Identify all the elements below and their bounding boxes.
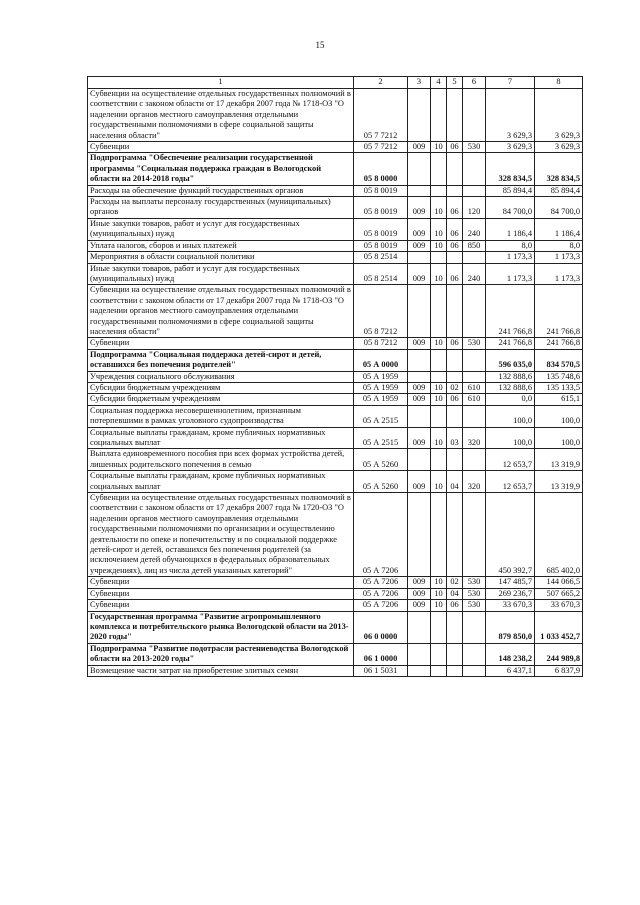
row-amount-2: 1 173,3 [535,263,583,285]
row-amount-1: 12 653,7 [486,449,535,471]
row-name: Субсидии бюджетным учреждениям [88,394,354,405]
row-expense-type [463,371,486,382]
row-name: Учреждения социального обслуживания [88,371,354,382]
row-section: 10 [431,240,447,251]
row-amount-2: 6 837,9 [535,665,583,676]
row-name: Иные закупки товаров, работ и услуг для государственных (муниципальных) нужд [88,218,354,240]
row-name: Субвенции на осуществление отдельных государственных полномочий в соответствии с законом области от 17 декабря 2007 года № 1718-ОЗ "О наделении органов местного самоуправления отдельными государственными полномочиями в сфере социальной защиты населения области" [88,285,354,338]
row-name: Социальная поддержка несовершеннолетним, признанным потерпевшими в рамках уголовного судопроизводства [88,405,354,427]
row-amount-2: 8,0 [535,240,583,251]
row-amount-1: 12 653,7 [486,471,535,493]
row-amount-1: 1 173,3 [486,252,535,263]
row-expense-type [463,643,486,665]
row-grbs: 009 [408,197,431,219]
row-amount-1: 132 888,6 [486,382,535,393]
row-section [431,643,447,665]
row-grbs: 009 [408,142,431,153]
row-amount-1: 3 629,3 [486,89,535,142]
row-amount-1: 132 888,6 [486,371,535,382]
row-section [431,349,447,371]
row-amount-2: 615,1 [535,394,583,405]
row-amount-1: 450 392,7 [486,493,535,577]
row-subsection [447,252,463,263]
row-subsection [447,285,463,338]
row-subsection [447,643,463,665]
row-subsection: 06 [447,263,463,285]
row-subsection: 04 [447,471,463,493]
row-amount-1: 1 173,3 [486,263,535,285]
row-grbs [408,611,431,643]
row-expense-type [463,493,486,577]
row-grbs: 009 [408,577,431,588]
row-code: 05 А 1959 [354,382,408,393]
table-row [88,405,583,427]
row-name: Уплата налогов, сборов и иных платежей [88,240,354,251]
row-grbs: 009 [408,394,431,405]
row-amount-2: 834 570,5 [535,349,583,371]
row-grbs: 009 [408,382,431,393]
row-subsection: 06 [447,394,463,405]
row-code: 05 А 7206 [354,577,408,588]
row-expense-type [463,665,486,676]
row-expense-type [463,449,486,471]
row-grbs: 009 [408,588,431,599]
table-row [88,263,583,285]
row-expense-type: 530 [463,142,486,153]
row-code: 05 А 2515 [354,427,408,449]
table-row [88,197,583,219]
row-subsection: 06 [447,240,463,251]
row-code: 05 А 0000 [354,349,408,371]
row-section: 10 [431,577,447,588]
row-section [431,285,447,338]
row-code: 05 А 5260 [354,449,408,471]
row-expense-type: 240 [463,218,486,240]
header-cell: 7 [486,77,535,89]
row-grbs: 009 [408,338,431,349]
row-subsection [447,89,463,142]
row-amount-2: 241 766,8 [535,285,583,338]
row-amount-2: 33 670,3 [535,600,583,611]
row-grbs: 009 [408,263,431,285]
row-subsection [447,185,463,196]
row-expense-type: 240 [463,263,486,285]
row-code: 05 А 1959 [354,371,408,382]
row-name: Социальные выплаты гражданам, кроме публичных нормативных социальных выплат [88,427,354,449]
row-amount-2: 507 665,2 [535,588,583,599]
row-expense-type: 120 [463,197,486,219]
row-code: 05 8 7212 [354,285,408,338]
table-row [88,240,583,251]
row-section [431,89,447,142]
table-row [88,427,583,449]
table-row [88,185,583,196]
row-amount-1: 85 894,4 [486,185,535,196]
row-amount-1: 596 035,0 [486,349,535,371]
row-expense-type: 320 [463,471,486,493]
row-code: 05 А 7206 [354,600,408,611]
row-section: 10 [431,394,447,405]
table-row [88,349,583,371]
row-grbs: 009 [408,218,431,240]
row-amount-1: 33 670,3 [486,600,535,611]
row-grbs [408,285,431,338]
row-expense-type: 530 [463,338,486,349]
row-section [431,449,447,471]
row-subsection [447,371,463,382]
table-row [88,449,583,471]
row-name: Возмещение части затрат на приобретение элитных семян [88,665,354,676]
table-row [88,153,583,185]
row-code: 05 8 2514 [354,263,408,285]
row-amount-1: 100,0 [486,405,535,427]
row-amount-2: 135 748,6 [535,371,583,382]
row-code: 05 8 7212 [354,338,408,349]
row-name: Подпрограмма "Развитие подотрасли растениеводства Вологодской области на 2013-2020 годы" [88,643,354,665]
row-code: 05 8 2514 [354,252,408,263]
row-subsection: 06 [447,600,463,611]
row-amount-2: 13 319,9 [535,471,583,493]
row-grbs [408,252,431,263]
row-amount-1: 1 186,4 [486,218,535,240]
row-code: 05 8 0019 [354,240,408,251]
row-section: 10 [431,338,447,349]
row-amount-2: 144 066,5 [535,577,583,588]
row-name: Субвенции на осуществление отдельных государственных полномочий в соответствии с законом области от 17 декабря 2007 года № 1718-ОЗ "О наделении органов местного самоуправления отдельными государственными полномочиями в сфере социальной защиты населения области" [88,89,354,142]
row-grbs [408,493,431,577]
table-row [88,643,583,665]
row-section: 10 [431,197,447,219]
row-expense-type [463,349,486,371]
row-grbs [408,405,431,427]
row-code: 05 7 7212 [354,89,408,142]
row-expense-type: 530 [463,588,486,599]
row-amount-1: 100,0 [486,427,535,449]
row-grbs [408,185,431,196]
table-row [88,600,583,611]
row-expense-type [463,285,486,338]
row-grbs: 009 [408,600,431,611]
row-amount-1: 269 236,7 [486,588,535,599]
row-expense-type [463,252,486,263]
table-row [88,394,583,405]
header-cell: 1 [88,77,354,89]
row-amount-2: 13 319,9 [535,449,583,471]
row-code: 05 8 0000 [354,153,408,185]
row-section [431,665,447,676]
table-row [88,218,583,240]
row-code: 05 А 7206 [354,588,408,599]
table-row [88,285,583,338]
row-section [431,153,447,185]
header-cell: 5 [447,77,463,89]
row-subsection [447,405,463,427]
row-subsection [447,153,463,185]
row-grbs [408,153,431,185]
row-name: Субвенции [88,338,354,349]
row-expense-type [463,185,486,196]
table-row [88,338,583,349]
row-expense-type [463,89,486,142]
row-subsection: 06 [447,338,463,349]
header-cell: 2 [354,77,408,89]
row-subsection: 02 [447,577,463,588]
row-section [431,252,447,263]
row-expense-type: 610 [463,382,486,393]
row-name: Подпрограмма "Социальная поддержка детей-сирот и детей, оставшихся без попечения родителей" [88,349,354,371]
row-amount-1: 0,0 [486,394,535,405]
row-amount-1: 8,0 [486,240,535,251]
row-subsection: 03 [447,427,463,449]
header-cell: 8 [535,77,583,89]
row-expense-type: 530 [463,600,486,611]
row-expense-type: 610 [463,394,486,405]
row-name: Социальные выплаты гражданам, кроме публичных нормативных социальных выплат [88,471,354,493]
row-subsection [447,493,463,577]
row-name: Государственная программа "Развитие агропромышленного комплекса и потребительского рынка Вологодской области на 2013-2020 годы" [88,611,354,643]
row-amount-1: 147 485,7 [486,577,535,588]
row-amount-2: 685 402,0 [535,493,583,577]
row-expense-type: 320 [463,427,486,449]
row-amount-2: 1 186,4 [535,218,583,240]
row-section [431,185,447,196]
row-code: 06 1 0000 [354,643,408,665]
row-code: 05 8 0019 [354,218,408,240]
row-amount-1: 241 766,8 [486,338,535,349]
row-section: 10 [431,218,447,240]
row-grbs [408,349,431,371]
row-amount-1: 328 834,5 [486,153,535,185]
row-code: 06 0 0000 [354,611,408,643]
table-row [88,493,583,577]
row-amount-2: 85 894,4 [535,185,583,196]
row-section: 10 [431,263,447,285]
row-amount-2: 100,0 [535,427,583,449]
row-name: Субвенции [88,142,354,153]
row-grbs: 009 [408,240,431,251]
row-name: Выплата единовременного пособия при всех формах устройства детей, лишенных родительского попечения в семью [88,449,354,471]
row-name: Иные закупки товаров, работ и услуг для государственных (муниципальных) нужд [88,263,354,285]
row-code: 05 8 0019 [354,185,408,196]
row-name: Мероприятия в области социальной политики [88,252,354,263]
row-amount-2: 328 834,5 [535,153,583,185]
table-row [88,577,583,588]
table-row [88,382,583,393]
row-expense-type: 530 [463,577,486,588]
row-grbs [408,665,431,676]
row-grbs [408,371,431,382]
table-row [88,252,583,263]
header-cell: 4 [431,77,447,89]
row-code: 05 А 1959 [354,394,408,405]
row-code: 05 7 7212 [354,142,408,153]
row-section: 10 [431,471,447,493]
row-name: Подпрограмма "Обеспечение реализации государственной программы "Социальная поддержка граждан в Вологодской области на 2014-2018 годы" [88,153,354,185]
row-subsection: 02 [447,382,463,393]
table-row [88,588,583,599]
row-code: 06 1 5031 [354,665,408,676]
table-row [88,471,583,493]
row-subsection: 06 [447,197,463,219]
header-cell: 3 [408,77,431,89]
row-grbs [408,89,431,142]
row-subsection [447,449,463,471]
row-subsection [447,665,463,676]
row-code: 05 А 5260 [354,471,408,493]
row-amount-1: 148 238,2 [486,643,535,665]
row-code: 05 8 0019 [354,197,408,219]
row-amount-2: 3 629,3 [535,89,583,142]
page-number: 15 [315,40,325,50]
row-name: Субвенции [88,588,354,599]
row-section [431,405,447,427]
table-header-row [88,77,583,89]
row-name: Расходы на обеспечение функций государственных органов [88,185,354,196]
row-expense-type [463,405,486,427]
row-grbs [408,643,431,665]
table-row [88,611,583,643]
row-expense-type: 850 [463,240,486,251]
row-amount-1: 241 766,8 [486,285,535,338]
row-amount-2: 84 700,0 [535,197,583,219]
row-amount-1: 879 850,0 [486,611,535,643]
row-amount-1: 6 437,1 [486,665,535,676]
row-section: 10 [431,427,447,449]
row-code: 05 А 2515 [354,405,408,427]
row-section [431,371,447,382]
row-amount-2: 1 173,3 [535,252,583,263]
row-section: 10 [431,382,447,393]
row-amount-1: 3 629,3 [486,142,535,153]
row-amount-2: 244 989,8 [535,643,583,665]
row-expense-type [463,153,486,185]
table-row [88,665,583,676]
row-section: 10 [431,600,447,611]
row-code: 05 А 7206 [354,493,408,577]
row-name: Субвенции [88,600,354,611]
row-amount-2: 241 766,8 [535,338,583,349]
row-subsection [447,611,463,643]
row-subsection: 06 [447,142,463,153]
row-amount-2: 1 033 452,7 [535,611,583,643]
row-grbs: 009 [408,427,431,449]
table-row [88,371,583,382]
row-subsection [447,349,463,371]
row-name: Субсидии бюджетным учреждениям [88,382,354,393]
row-section: 10 [431,142,447,153]
row-amount-2: 100,0 [535,405,583,427]
row-grbs [408,449,431,471]
row-section: 10 [431,588,447,599]
row-subsection: 04 [447,588,463,599]
row-expense-type [463,611,486,643]
row-subsection: 06 [447,218,463,240]
row-amount-2: 3 629,3 [535,142,583,153]
header-cell: 6 [463,77,486,89]
row-name: Субвенции [88,577,354,588]
row-name: Расходы на выплаты персоналу государственных (муниципальных) органов [88,197,354,219]
budget-table [87,76,583,677]
row-section [431,611,447,643]
row-amount-1: 84 700,0 [486,197,535,219]
row-grbs: 009 [408,471,431,493]
table-row [88,142,583,153]
row-section [431,493,447,577]
row-name: Субвенции на осуществление отдельных государственных полномочий в соответствии с законом области от 17 декабря 2007 года № 1720-ОЗ "О наделении органов местного самоуправления отдельными государственными полномочиями по организации и осуществлению деятельности по опеке и попечительству и по социальной поддержке детей-сирот и детей, оставшихся без попечения родителей (за исключением детей обучающихся в федеральных образовательных учреждениях), лиц из числа детей указанных категорий" [88,493,354,577]
table-row [88,89,583,142]
row-amount-2: 135 133,5 [535,382,583,393]
